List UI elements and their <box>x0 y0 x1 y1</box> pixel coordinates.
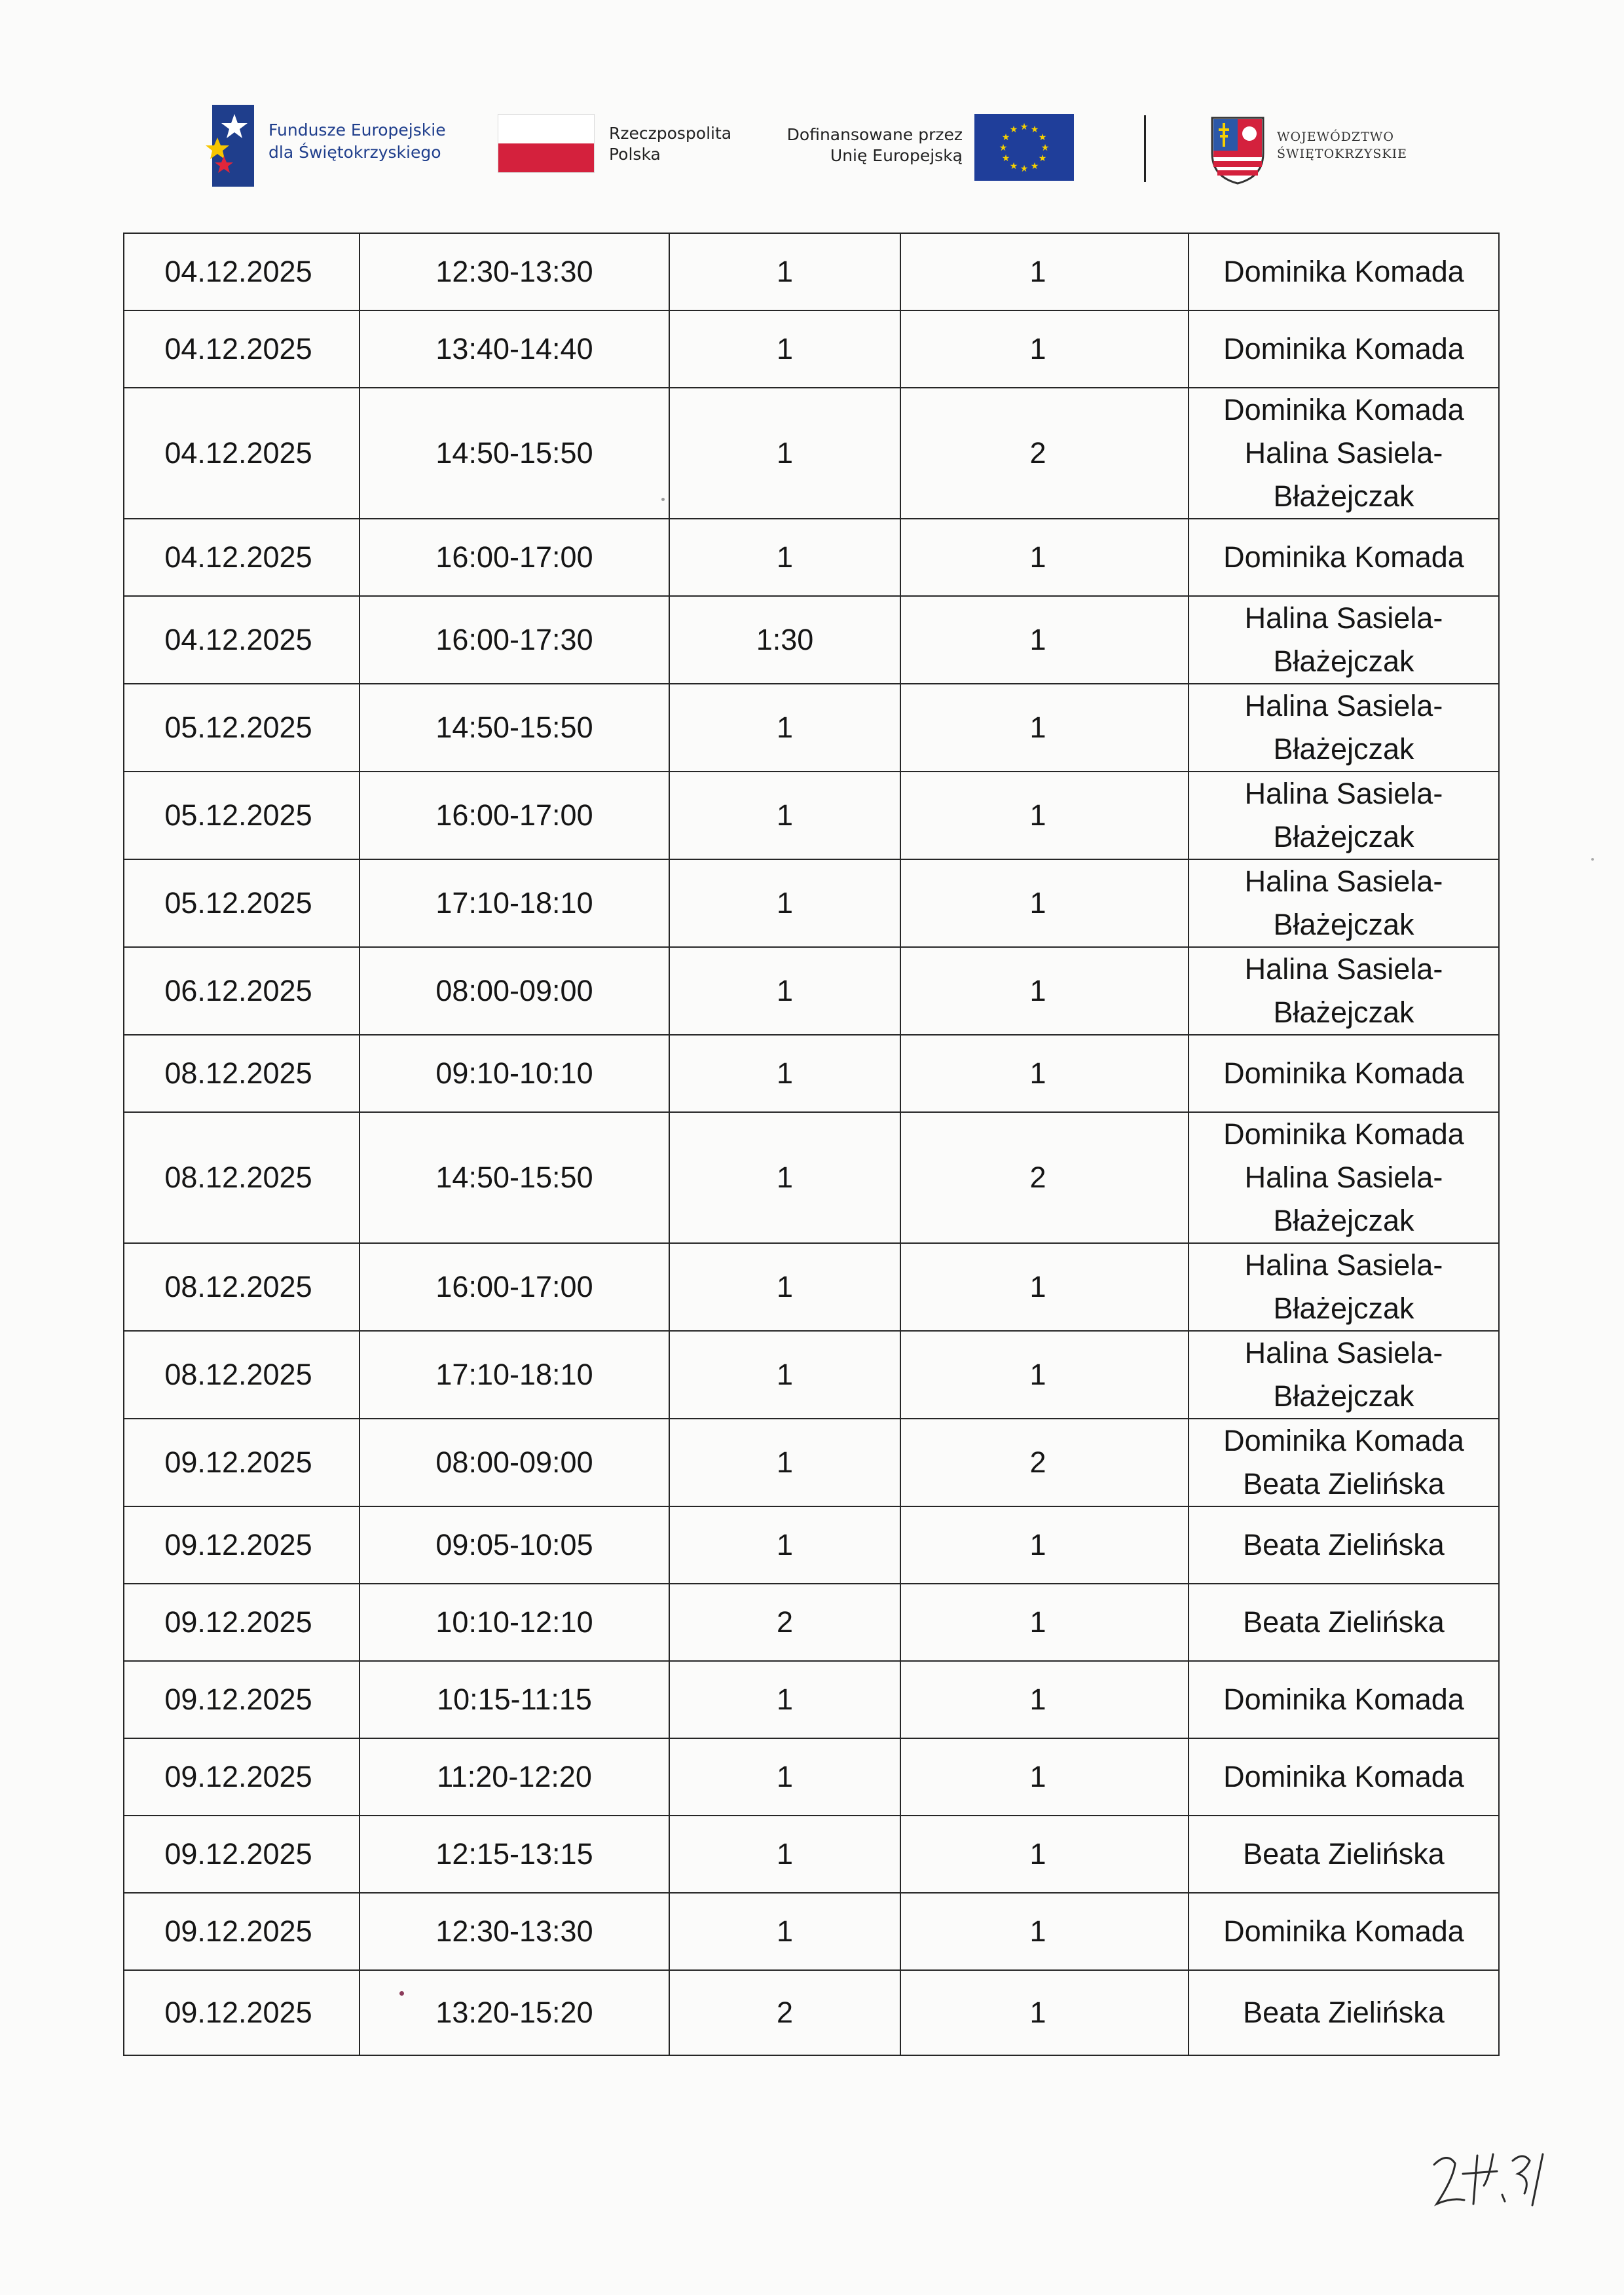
instructor-cell <box>1189 772 1499 859</box>
time-cell: 16:00-17:00 <box>360 1243 669 1331</box>
instructor-name: Błażejczak <box>1273 996 1414 1029</box>
time-cell: 14:50-15:50 <box>360 388 669 519</box>
date-cell: 09.12.2025 <box>124 1506 360 1584</box>
instructor-cell <box>1189 1112 1499 1243</box>
time-cell: 14:50-15:50 <box>360 684 669 772</box>
hours-cell: 1 <box>669 1506 900 1584</box>
svg-text:★: ★ <box>1020 122 1029 132</box>
funds-star-icon <box>203 105 255 190</box>
instructor-name: Halina Sasiela- <box>1244 689 1443 722</box>
hours-cell: 1 <box>669 947 900 1035</box>
hours-cell: 1 <box>669 1112 900 1243</box>
people-count-cell: 1 <box>900 519 1189 596</box>
instructor-name: Halina Sasiela- <box>1244 777 1443 810</box>
hours-cell: 1:30 <box>669 596 900 684</box>
time-cell: 16:00-17:00 <box>360 772 669 859</box>
people-count-cell: 1 <box>900 233 1189 310</box>
instructor-name: Błażejczak <box>1273 644 1414 678</box>
people-count-cell: 1 <box>900 310 1189 388</box>
scan-speck <box>661 498 665 501</box>
time-cell: 17:10-18:10 <box>360 1331 669 1419</box>
table-row <box>124 684 1499 772</box>
table-row <box>124 310 1499 388</box>
instructor-name: Dominika Komada <box>1223 1683 1464 1716</box>
instructor-name: Dominika Komada <box>1223 1424 1464 1457</box>
instructor-name: Błażejczak <box>1273 1204 1414 1237</box>
date-cell: 04.12.2025 <box>124 233 360 310</box>
table-row <box>124 947 1499 1035</box>
time-cell: 11:20-12:20 <box>360 1738 669 1816</box>
instructor-cell <box>1189 1893 1499 1970</box>
hours-cell: 1 <box>669 1243 900 1331</box>
instructor-name: Błażejczak <box>1273 732 1414 766</box>
people-count-cell: 1 <box>900 772 1189 859</box>
instructor-name: Halina Sasiela- <box>1244 1161 1443 1194</box>
instructor-cell <box>1189 1243 1499 1331</box>
instructor-name: Beata Zielińska <box>1243 1996 1445 2029</box>
people-count-cell: 1 <box>900 1661 1189 1738</box>
svg-text:★: ★ <box>1009 161 1018 172</box>
poland-line2: Polska <box>609 145 661 164</box>
date-cell: 08.12.2025 <box>124 1112 360 1243</box>
table-row <box>124 596 1499 684</box>
people-count-cell: 2 <box>900 388 1189 519</box>
svg-text:★: ★ <box>1001 132 1010 143</box>
svg-text:★: ★ <box>999 143 1008 153</box>
people-count-cell: 1 <box>900 1506 1189 1584</box>
table-row <box>124 1035 1499 1112</box>
poland-line1: Rzeczpospolita <box>609 124 732 143</box>
instructor-name: Dominika Komada <box>1223 1117 1464 1151</box>
table-row <box>124 1738 1499 1816</box>
date-cell: 04.12.2025 <box>124 310 360 388</box>
hours-cell: 1 <box>669 1816 900 1893</box>
time-cell: 16:00-17:30 <box>360 596 669 684</box>
instructor-name: Beata Zielińska <box>1243 1837 1445 1871</box>
time-cell: 13:20-15:20 <box>360 1970 669 2055</box>
instructor-cell <box>1189 1419 1499 1506</box>
svg-text:★: ★ <box>1001 153 1010 164</box>
date-cell: 09.12.2025 <box>124 1419 360 1506</box>
instructor-name: Dominika Komada <box>1223 1056 1464 1090</box>
table-row <box>124 1816 1499 1893</box>
people-count-cell: 1 <box>900 947 1189 1035</box>
date-cell: 04.12.2025 <box>124 596 360 684</box>
region-logo-text <box>1277 128 1407 162</box>
instructor-name: Beata Zielińska <box>1243 1467 1445 1501</box>
instructor-cell <box>1189 1331 1499 1419</box>
time-cell: 12:15-13:15 <box>360 1816 669 1893</box>
instructor-cell <box>1189 1584 1499 1661</box>
hours-cell: 1 <box>669 1893 900 1970</box>
header-logos <box>196 105 1441 190</box>
people-count-cell: 1 <box>900 684 1189 772</box>
time-cell: 09:10-10:10 <box>360 1035 669 1112</box>
svg-text:★: ★ <box>1020 164 1029 174</box>
people-count-cell: 1 <box>900 1893 1189 1970</box>
hours-cell: 1 <box>669 519 900 596</box>
instructor-name: Halina Sasiela- <box>1244 1336 1443 1370</box>
hours-cell: 2 <box>669 1584 900 1661</box>
instructor-name: Dominika Komada <box>1223 1914 1464 1948</box>
time-cell: 08:00-09:00 <box>360 1419 669 1506</box>
instructor-name: Dominika Komada <box>1223 1760 1464 1793</box>
time-cell: 12:30-13:30 <box>360 233 669 310</box>
funds-logo-text <box>268 119 446 164</box>
people-count-cell: 1 <box>900 596 1189 684</box>
people-count-cell: 2 <box>900 1112 1189 1243</box>
instructor-cell <box>1189 519 1499 596</box>
date-cell: 04.12.2025 <box>124 519 360 596</box>
instructor-cell <box>1189 1970 1499 2055</box>
date-cell: 09.12.2025 <box>124 1970 360 2055</box>
hours-cell: 1 <box>669 1661 900 1738</box>
time-cell: 09:05-10:05 <box>360 1506 669 1584</box>
instructor-name: Beata Zielińska <box>1243 1605 1445 1639</box>
eu-line2: Unię Europejską <box>830 146 963 165</box>
time-cell: 16:00-17:00 <box>360 519 669 596</box>
hours-cell: 1 <box>669 1738 900 1816</box>
table-row <box>124 1970 1499 2055</box>
svg-text:★: ★ <box>1009 124 1018 135</box>
instructor-name: Dominika Komada <box>1223 393 1464 426</box>
instructor-cell <box>1189 684 1499 772</box>
eu-logo <box>779 114 1087 186</box>
hours-cell: 1 <box>669 772 900 859</box>
people-count-cell: 1 <box>900 1738 1189 1816</box>
table-row <box>124 233 1499 310</box>
hours-cell: 1 <box>669 1331 900 1419</box>
instructor-name: Dominika Komada <box>1223 255 1464 288</box>
region-logo <box>1208 114 1444 186</box>
hours-cell: 1 <box>669 684 900 772</box>
instructor-cell <box>1189 596 1499 684</box>
time-cell: 10:15-11:15 <box>360 1661 669 1738</box>
date-cell: 09.12.2025 <box>124 1816 360 1893</box>
table-row <box>124 1893 1499 1970</box>
eu-logo-text <box>779 124 963 166</box>
date-cell: 09.12.2025 <box>124 1661 360 1738</box>
instructor-cell <box>1189 947 1499 1035</box>
table-row <box>124 1584 1499 1661</box>
instructor-cell <box>1189 388 1499 519</box>
svg-text:★: ★ <box>1038 132 1047 143</box>
schedule-table-body <box>124 233 1499 2055</box>
date-cell: 08.12.2025 <box>124 1035 360 1112</box>
table-row <box>124 1419 1499 1506</box>
time-cell: 12:30-13:30 <box>360 1893 669 1970</box>
svg-text:★: ★ <box>1030 124 1039 135</box>
instructor-name: Halina Sasiela- <box>1244 601 1443 635</box>
date-cell: 04.12.2025 <box>124 388 360 519</box>
table-row <box>124 1243 1499 1331</box>
table-row <box>124 388 1499 519</box>
hours-cell: 1 <box>669 1035 900 1112</box>
scan-speck <box>1591 858 1594 861</box>
time-cell: 14:50-15:50 <box>360 1112 669 1243</box>
poland-flag-icon <box>498 114 595 173</box>
hours-cell: 1 <box>669 233 900 310</box>
people-count-cell: 1 <box>900 859 1189 947</box>
region-line1: WOJEWÓDZTWO <box>1277 130 1394 144</box>
table-row <box>124 519 1499 596</box>
instructor-name: Dominika Komada <box>1223 332 1464 365</box>
instructor-cell <box>1189 310 1499 388</box>
instructor-name: Błażejczak <box>1273 479 1414 513</box>
poland-logo <box>498 114 773 186</box>
table-row <box>124 1112 1499 1243</box>
people-count-cell: 1 <box>900 1816 1189 1893</box>
instructor-name: Błażejczak <box>1273 1379 1414 1413</box>
instructor-name: Błażejczak <box>1273 820 1414 853</box>
time-cell: 08:00-09:00 <box>360 947 669 1035</box>
time-cell: 13:40-14:40 <box>360 310 669 388</box>
hours-cell: 2 <box>669 1970 900 2055</box>
eu-line1: Dofinansowane przez <box>786 125 963 144</box>
instructor-cell <box>1189 1816 1499 1893</box>
people-count-cell: 1 <box>900 1331 1189 1419</box>
time-cell: 10:10-12:10 <box>360 1584 669 1661</box>
date-cell: 08.12.2025 <box>124 1243 360 1331</box>
date-cell: 05.12.2025 <box>124 859 360 947</box>
instructor-cell <box>1189 1506 1499 1584</box>
schedule-table <box>123 233 1500 2056</box>
hours-cell: 1 <box>669 859 900 947</box>
date-cell: 09.12.2025 <box>124 1738 360 1816</box>
poland-logo-text <box>609 123 731 165</box>
funds-logo-line2: dla Świętokrzyskiego <box>268 143 441 162</box>
date-cell: 06.12.2025 <box>124 947 360 1035</box>
people-count-cell: 1 <box>900 1035 1189 1112</box>
people-count-cell: 1 <box>900 1970 1189 2055</box>
instructor-cell <box>1189 1738 1499 1816</box>
instructor-cell <box>1189 1035 1499 1112</box>
date-cell: 05.12.2025 <box>124 684 360 772</box>
scan-speck <box>399 1991 404 1996</box>
time-cell: 17:10-18:10 <box>360 859 669 947</box>
funds-logo-line1: Fundusze Europejskie <box>268 121 446 140</box>
funds-logo <box>196 105 485 190</box>
logo-divider <box>1144 115 1146 182</box>
handwritten-page-number <box>1421 2132 1578 2230</box>
svg-text:★: ★ <box>1038 153 1047 164</box>
hours-cell: 1 <box>669 1419 900 1506</box>
region-coat-of-arms-icon <box>1208 114 1267 186</box>
instructor-cell <box>1189 1661 1499 1738</box>
date-cell: 09.12.2025 <box>124 1893 360 1970</box>
instructor-name: Błażejczak <box>1273 1292 1414 1325</box>
table-row <box>124 1506 1499 1584</box>
instructor-cell <box>1189 233 1499 310</box>
date-cell: 05.12.2025 <box>124 772 360 859</box>
table-row <box>124 859 1499 947</box>
table-row <box>124 772 1499 859</box>
svg-text:★: ★ <box>1041 143 1050 153</box>
table-row <box>124 1331 1499 1419</box>
people-count-cell: 2 <box>900 1419 1189 1506</box>
instructor-name: Dominika Komada <box>1223 540 1464 574</box>
people-count-cell: 1 <box>900 1584 1189 1661</box>
hours-cell: 1 <box>669 388 900 519</box>
instructor-name: Błażejczak <box>1273 908 1414 941</box>
hours-cell: 1 <box>669 310 900 388</box>
svg-text:★: ★ <box>1030 161 1039 172</box>
table-row <box>124 1661 1499 1738</box>
instructor-name: Halina Sasiela- <box>1244 436 1443 470</box>
region-line2: ŚWIĘTOKRZYSKIE <box>1277 147 1407 161</box>
instructor-name: Halina Sasiela- <box>1244 1248 1443 1282</box>
instructor-name: Halina Sasiela- <box>1244 952 1443 986</box>
date-cell: 09.12.2025 <box>124 1584 360 1661</box>
eu-flag-icon <box>974 114 1074 181</box>
instructor-cell <box>1189 859 1499 947</box>
date-cell: 08.12.2025 <box>124 1331 360 1419</box>
people-count-cell: 1 <box>900 1243 1189 1331</box>
instructor-name: Beata Zielińska <box>1243 1528 1445 1561</box>
instructor-name: Halina Sasiela- <box>1244 865 1443 898</box>
